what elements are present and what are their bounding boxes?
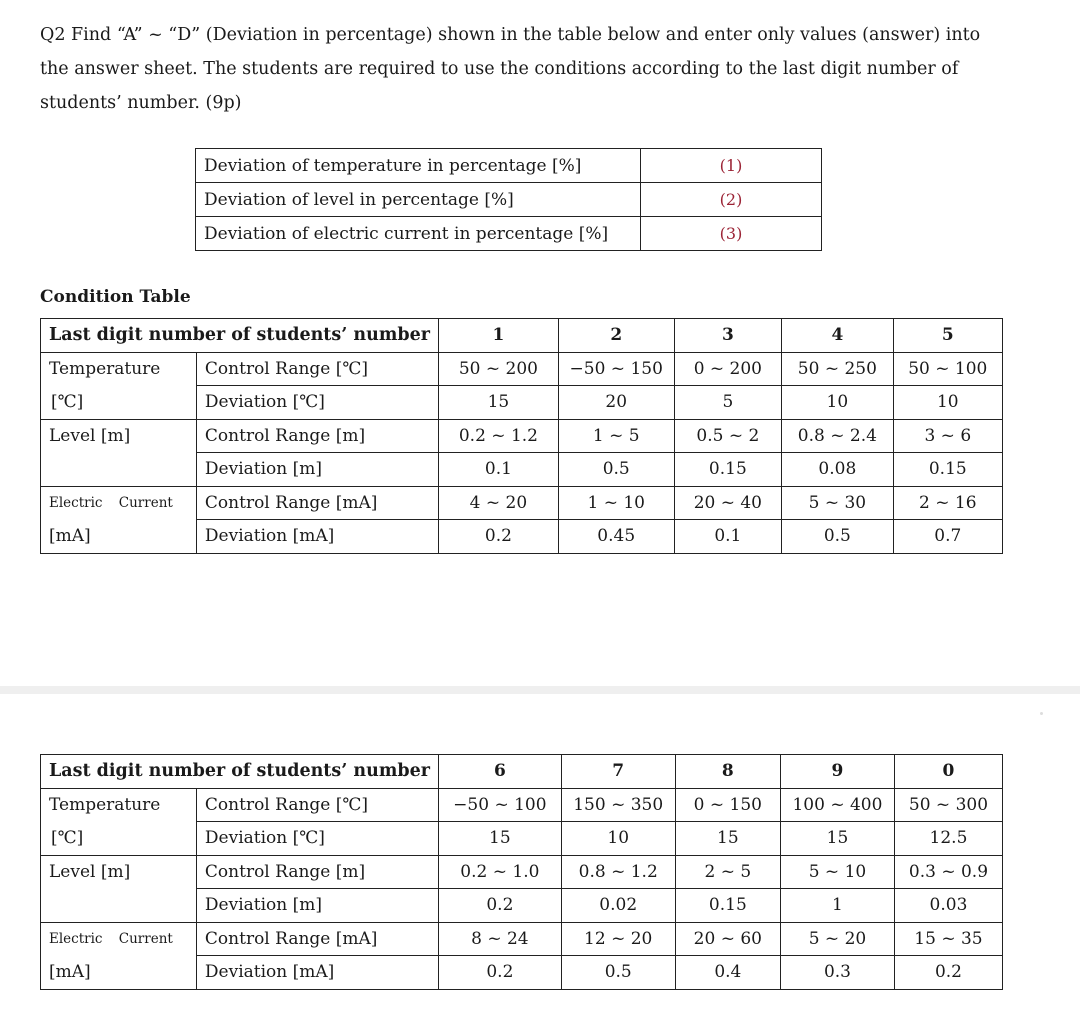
current-deviation-cell: 0.2 — [438, 520, 558, 554]
temp-range-cell: 50 ~ 300 — [894, 788, 1002, 822]
row-label: Control Range [℃] — [196, 352, 438, 386]
temp-range-cell: 50 ~ 100 — [893, 352, 1002, 386]
level-deviation-cell: 0.5 — [558, 453, 674, 487]
temp-deviation-cell: 15 — [675, 822, 780, 856]
temp-range-cell: 0 ~ 150 — [675, 788, 780, 822]
answer-row — [196, 149, 822, 183]
header-row — [41, 319, 1003, 353]
question-text — [40, 18, 1015, 120]
current-range-cell: 4 ~ 20 — [438, 486, 558, 520]
row-label: Control Range [℃] — [196, 788, 438, 822]
level-deviation-cell: 0.1 — [438, 453, 558, 487]
digit-header: 1 — [438, 319, 558, 353]
level-deviation-cell: 0.2 — [438, 889, 561, 923]
row-label: Deviation [mA] — [196, 956, 438, 990]
current-deviation-cell: 0.3 — [781, 956, 895, 990]
electric-category: Electric Current — [41, 486, 197, 520]
question-line-3: students’ number. (9p) — [40, 93, 242, 113]
row-label: Control Range [mA] — [196, 922, 438, 956]
current-range-cell: 15 ~ 35 — [894, 922, 1002, 956]
level-range-cell: 0.8 ~ 1.2 — [561, 855, 675, 889]
row-label: Deviation [℃] — [196, 822, 438, 856]
electric-unit: [mA] — [41, 520, 197, 554]
row-label: Deviation [m] — [196, 889, 438, 923]
digit-header: 4 — [782, 319, 893, 353]
temp-deviation-cell: 10 — [782, 386, 893, 420]
condition-table-1 — [40, 318, 1003, 554]
level-category: Level [m] — [41, 855, 197, 889]
current-deviation-cell: 0.2 — [438, 956, 561, 990]
level-range-cell: 0.3 ~ 0.9 — [894, 855, 1002, 889]
row-label: Deviation [℃] — [196, 386, 438, 420]
answer-mark: (2) — [641, 183, 822, 217]
temp-deviation-cell: 10 — [561, 822, 675, 856]
temperature-category: Temperature — [41, 352, 197, 386]
temp-range-cell: −50 ~ 150 — [558, 352, 674, 386]
digit-header: 9 — [781, 755, 895, 789]
table-row — [41, 453, 1003, 487]
current-range-cell: 5 ~ 30 — [782, 486, 893, 520]
current-deviation-cell: 0.45 — [558, 520, 674, 554]
current-deviation-cell: 0.2 — [894, 956, 1002, 990]
temp-deviation-cell: 15 — [438, 822, 561, 856]
question-line-2: the answer sheet. The students are required to use the conditions according to the last digit number of — [40, 59, 959, 79]
table-row — [41, 922, 1003, 956]
level-category: Level [m] — [41, 419, 197, 453]
table-row — [41, 486, 1003, 520]
current-deviation-cell: 0.4 — [675, 956, 780, 990]
digit-header: 5 — [893, 319, 1002, 353]
table-row — [41, 419, 1003, 453]
level-range-cell: 0.2 ~ 1.0 — [438, 855, 561, 889]
digit-header: 6 — [438, 755, 561, 789]
table-row — [41, 352, 1003, 386]
current-range-cell: 2 ~ 16 — [893, 486, 1002, 520]
level-range-cell: 2 ~ 5 — [675, 855, 780, 889]
digit-header: 2 — [558, 319, 674, 353]
current-range-cell: 5 ~ 20 — [781, 922, 895, 956]
answer-row — [196, 217, 822, 251]
current-deviation-cell: 0.1 — [674, 520, 782, 554]
current-range-cell: 12 ~ 20 — [561, 922, 675, 956]
current-deviation-cell: 0.5 — [782, 520, 893, 554]
condition-table-title: Condition Table — [40, 287, 191, 307]
temp-deviation-cell: 10 — [893, 386, 1002, 420]
row-label: Deviation [m] — [196, 453, 438, 487]
temp-deviation-cell: 12.5 — [894, 822, 1002, 856]
temp-deviation-cell: 15 — [438, 386, 558, 420]
electric-unit: [mA] — [41, 956, 197, 990]
level-deviation-cell: 0.15 — [674, 453, 782, 487]
table-row — [41, 520, 1003, 554]
answer-mark: (1) — [641, 149, 822, 183]
table-row — [41, 822, 1003, 856]
temp-range-cell: 100 ~ 400 — [781, 788, 895, 822]
row-label: Control Range [m] — [196, 855, 438, 889]
level-range-cell: 3 ~ 6 — [893, 419, 1002, 453]
level-range-cell: 0.2 ~ 1.2 — [438, 419, 558, 453]
answer-label: Deviation of electric current in percentage [%] — [196, 217, 641, 251]
current-range-cell: 1 ~ 10 — [558, 486, 674, 520]
temp-range-cell: −50 ~ 100 — [438, 788, 561, 822]
temperature-category: Temperature — [41, 788, 197, 822]
header-row — [41, 755, 1003, 789]
answer-label: Deviation of level in percentage [%] — [196, 183, 641, 217]
level-range-cell: 1 ~ 5 — [558, 419, 674, 453]
current-range-cell: 20 ~ 40 — [674, 486, 782, 520]
digit-header: 3 — [674, 319, 782, 353]
table-row — [41, 956, 1003, 990]
answer-row — [196, 183, 822, 217]
temp-deviation-cell: 15 — [781, 822, 895, 856]
level-range-cell: 0.5 ~ 2 — [674, 419, 782, 453]
condition-table-2 — [40, 754, 1003, 990]
temperature-unit: [℃] — [41, 822, 197, 856]
temp-range-cell: 50 ~ 250 — [782, 352, 893, 386]
current-deviation-cell: 0.7 — [893, 520, 1002, 554]
page-separator — [0, 686, 1080, 694]
table-row — [41, 889, 1003, 923]
scan-speck — [1040, 712, 1043, 715]
digit-header: 8 — [675, 755, 780, 789]
level-range-cell: 0.8 ~ 2.4 — [782, 419, 893, 453]
temp-deviation-cell: 20 — [558, 386, 674, 420]
header-label: Last digit number of students’ number — [41, 319, 439, 353]
level-deviation-cell: 0.15 — [893, 453, 1002, 487]
row-label: Control Range [mA] — [196, 486, 438, 520]
level-deviation-cell: 1 — [781, 889, 895, 923]
current-range-cell: 8 ~ 24 — [438, 922, 561, 956]
answer-table — [195, 148, 822, 251]
table-row — [41, 855, 1003, 889]
level-deviation-cell: 0.02 — [561, 889, 675, 923]
electric-category: Electric Current — [41, 922, 197, 956]
temp-range-cell: 150 ~ 350 — [561, 788, 675, 822]
table-row — [41, 386, 1003, 420]
level-deviation-cell: 0.08 — [782, 453, 893, 487]
answer-label: Deviation of temperature in percentage [%] — [196, 149, 641, 183]
row-label: Control Range [m] — [196, 419, 438, 453]
temp-range-cell: 50 ~ 200 — [438, 352, 558, 386]
temp-range-cell: 0 ~ 200 — [674, 352, 782, 386]
temperature-unit: [℃] — [41, 386, 197, 420]
table-row — [41, 788, 1003, 822]
temp-deviation-cell: 5 — [674, 386, 782, 420]
digit-header: 7 — [561, 755, 675, 789]
current-range-cell: 20 ~ 60 — [675, 922, 780, 956]
level-deviation-cell: 0.15 — [675, 889, 780, 923]
current-deviation-cell: 0.5 — [561, 956, 675, 990]
level-range-cell: 5 ~ 10 — [781, 855, 895, 889]
answer-mark: (3) — [641, 217, 822, 251]
row-label: Deviation [mA] — [196, 520, 438, 554]
level-deviation-cell: 0.03 — [894, 889, 1002, 923]
digit-header: 0 — [894, 755, 1002, 789]
header-label: Last digit number of students’ number — [41, 755, 439, 789]
question-line-1: Q2 Find “A” ~ “D” (Deviation in percentage) shown in the table below and enter only values (answer) into — [40, 25, 981, 45]
